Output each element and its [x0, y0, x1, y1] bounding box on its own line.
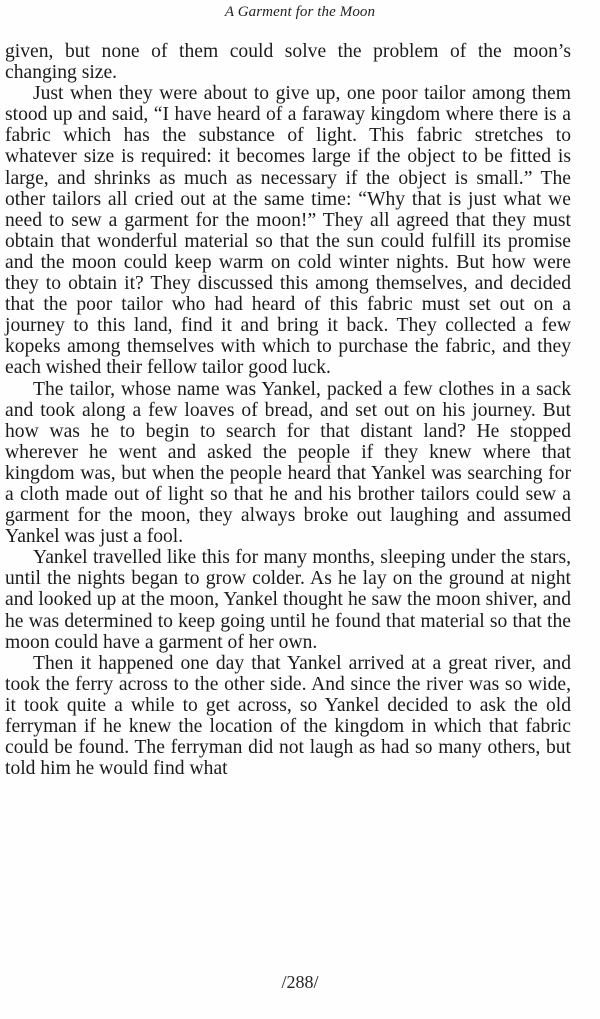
- paragraph: The tailor, whose name was Yankel, packed a few clothes in a sack and took along a few loaves of bread, and set out on his journey. But how was he to begin to search for that distant land? He stopped wherever he went and asked the people if they knew where that kingdom was, but when the people heard that Yankel was searching for a cloth made out of light so that he and his brother tailors could sew a garment for the moon, they always broke out laughing and assumed Yankel was just a fool.: [5, 378, 571, 548]
- paragraph: Just when they were about to give up, one poor tailor among them stood up and said, “I have heard of a faraway kingdom where there is a fabric which has the substance of light. This fabric stretches to whatever size is required: it becomes large if the object to be fitted is large, and shrinks as much as necessary if the object is small.” The other tailors all cried out at the same time: “Why that is just what we need to sew a garment for the moon!” They all agreed that they must obtain that wonderful material so that the sun could fulfill its promise and the moon could keep warm on cold winter nights. But how were they to obtain it? They discussed this among themselves, and decided that the poor tailor who had heard of this fabric must set out on a journey to this land, find it and bring it back. They collected a few kopeks among themselves with which to purchase the fabric, and they each wished their fellow tailor good luck.: [5, 83, 571, 379]
- running-head: A Garment for the Moon: [224, 4, 376, 20]
- paragraph: Then it happened one day that Yankel arrived at a great river, and took the ferry across to the other side. And since the river was so wide, it took quite a while to get across, so Yankel decided to ask the old ferryman if he knew the location of the kingdom in which that fabric could be found. The ferryman did not laugh as had so many others, but told him he would find what: [5, 652, 571, 780]
- page-number: /288/: [281, 972, 319, 992]
- paragraph: given, but none of them could solve the problem of the moon’s changing size.: [5, 41, 571, 84]
- paragraph: Yankel travelled like this for many months, sleeping under the stars, until the nights began to grow colder. As he lay on the ground at night and looked up at the moon, Yankel thought he saw the moon shiver, and he was determined to keep going until he found that material so that the moon could have a garment of her own.: [5, 547, 571, 653]
- body-text: [5, 41, 571, 779]
